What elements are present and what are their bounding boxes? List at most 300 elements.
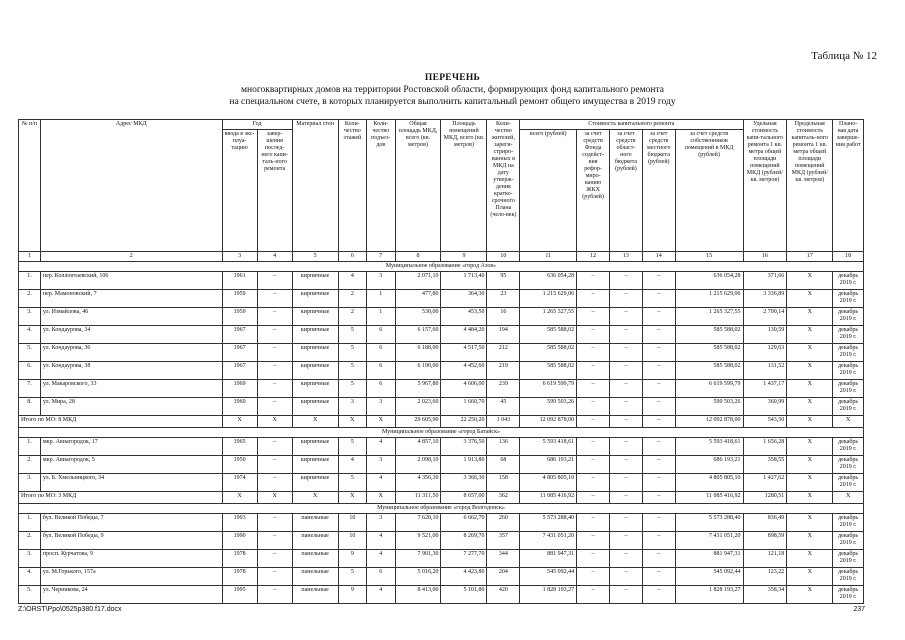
table-cell: – — [257, 474, 292, 492]
table-cell: 239 — [487, 380, 520, 398]
table-cell: 881 947,31 — [520, 550, 577, 568]
municipality-row — [19, 504, 864, 514]
table-cell: декабрь 2019 г. — [833, 550, 864, 568]
table-cell: декабрь 2019 г. — [833, 290, 864, 308]
table-cell: – — [257, 568, 292, 586]
table-cell: 1 215 629,06 — [675, 290, 743, 308]
col-number: 13 — [610, 252, 643, 262]
table-row — [19, 532, 864, 550]
table-cell: 3 — [367, 456, 395, 474]
header-cost-total: всего (рублей) — [520, 130, 577, 252]
total-label: Итого по МО: 8 МКД — [19, 416, 223, 428]
table-cell: – — [610, 456, 643, 474]
table-cell: декабрь 2019 г. — [833, 362, 864, 380]
col-number: 12 — [577, 252, 610, 262]
table-cell: 95 — [487, 272, 520, 290]
table-cell: 344 — [487, 550, 520, 568]
table-cell: 364,30 — [441, 290, 487, 308]
table-cell: декабрь 2019 г. — [833, 326, 864, 344]
table-cell: 4 517,50 — [441, 344, 487, 362]
table-cell: 3 — [367, 398, 395, 416]
col-number: 1 — [19, 252, 41, 262]
table-cell: декабрь 2019 г. — [833, 456, 864, 474]
table-cell: 599 503,26 — [520, 398, 577, 416]
table-cell: – — [257, 550, 292, 568]
table-cell: панельные — [292, 532, 338, 550]
table-cell: 3 — [338, 398, 366, 416]
table-cell: – — [610, 532, 643, 550]
table-cell: 5 — [338, 438, 366, 456]
table-cell: 204 — [487, 568, 520, 586]
table-cell: 4 — [367, 438, 395, 456]
table-cell: 123,22 — [743, 568, 787, 586]
table-cell: 23 — [487, 290, 520, 308]
total-cell: Х — [833, 492, 864, 504]
table-cell: Х — [787, 532, 833, 550]
table-cell: – — [610, 308, 643, 326]
table-cell: Х — [787, 362, 833, 380]
table-cell: 4 805 805,10 — [675, 474, 743, 492]
header-premises-area: Площадь помещений МКД, всего (кв. метров) — [441, 120, 487, 252]
table-cell: 1959 — [222, 308, 257, 326]
table-cell: 4 484,20 — [441, 326, 487, 344]
table-cell: 4 — [367, 550, 395, 568]
table-cell: – — [610, 568, 643, 586]
table-cell: 9 — [338, 550, 366, 568]
table-cell: кирпичные — [292, 474, 338, 492]
table-cell: 129,63 — [743, 344, 787, 362]
table-cell: – — [610, 362, 643, 380]
table-cell: 4 423,80 — [441, 568, 487, 586]
table-cell: – — [577, 398, 610, 416]
table-cell: кирпичные — [292, 456, 338, 474]
table-row — [19, 456, 864, 474]
table-cell: – — [577, 438, 610, 456]
table-cell: пер. Мамоновский, 7 — [40, 290, 222, 308]
header-cost-group: Стоимость капитального ремонта — [520, 120, 743, 130]
table-row — [19, 568, 864, 586]
table-cell: – — [642, 438, 675, 456]
table-cell: ул. Измайлова, 46 — [40, 308, 222, 326]
table-cell: 686 193,21 — [675, 456, 743, 474]
header-cost-regional: за счет средств област-ного бюджета (рублей) — [610, 130, 643, 252]
table-cell: – — [577, 308, 610, 326]
header-commissioning: ввода в экс-плуа-тацию — [222, 130, 257, 252]
table-cell: – — [577, 456, 610, 474]
table-cell: 1 828 193,27 — [520, 586, 577, 604]
table-cell: – — [610, 272, 643, 290]
header-planned-date: Плано-вая дата заверше-ния работ — [833, 120, 864, 252]
municipality-name: Муниципальное образование «город Батайск» — [19, 428, 864, 438]
table-cell: 585 588,02 — [675, 362, 743, 380]
table-cell: – — [577, 272, 610, 290]
table-cell: 2 — [338, 308, 366, 326]
table-cell: 3. — [19, 550, 41, 568]
table-cell: – — [257, 532, 292, 550]
table-cell: – — [642, 272, 675, 290]
header-address: Адрес МКД — [40, 120, 222, 252]
table-cell: 9 — [338, 586, 366, 604]
table-cell: Х — [787, 438, 833, 456]
table-row — [19, 362, 864, 380]
total-cell: 11 085 416,92 — [520, 492, 577, 504]
header-entrances: Коли-чество подъез-дов — [367, 120, 395, 252]
table-cell: 6 — [367, 380, 395, 398]
table-cell: 5 — [338, 380, 366, 398]
table-cell: 121,18 — [743, 550, 787, 568]
total-cell: – — [577, 492, 610, 504]
table-cell: – — [257, 326, 292, 344]
table-cell: Х — [787, 550, 833, 568]
table-cell: – — [257, 380, 292, 398]
table-cell: 1 427,62 — [743, 474, 787, 492]
table-cell: ул. Б. Хмельницкого, 34 — [40, 474, 222, 492]
total-cell: Х — [787, 492, 833, 504]
table-cell: 1 265 327,55 — [520, 308, 577, 326]
table-cell: – — [257, 308, 292, 326]
table-cell: 6 — [367, 344, 395, 362]
table-cell: 1960 — [222, 398, 257, 416]
table-cell: – — [642, 568, 675, 586]
table-cell: декабрь 2019 г. — [833, 474, 864, 492]
table-cell: панельные — [292, 550, 338, 568]
table-cell: 2 790,14 — [743, 308, 787, 326]
table-cell: панельные — [292, 586, 338, 604]
table-cell: – — [257, 290, 292, 308]
table-cell: декабрь 2019 г. — [833, 438, 864, 456]
table-cell: – — [577, 326, 610, 344]
table-row — [19, 438, 864, 456]
total-cell: 543,50 — [743, 416, 787, 428]
table-cell: 3 376,50 — [441, 438, 487, 456]
table-cell: 2 071,10 — [395, 272, 441, 290]
table-cell: 1967 — [222, 326, 257, 344]
table-cell: Х — [787, 326, 833, 344]
table-cell: 4 — [338, 272, 366, 290]
municipality-row — [19, 262, 864, 272]
table-cell: 7 431 051,20 — [520, 532, 577, 550]
table-cell: 6 — [367, 362, 395, 380]
table-body — [19, 262, 864, 604]
table-cell: Х — [787, 308, 833, 326]
table-cell: 5 — [338, 474, 366, 492]
table-cell: 5 593 418,61 — [675, 438, 743, 456]
table-cell: – — [577, 290, 610, 308]
header-year-group: Год — [222, 120, 292, 130]
table-cell: 219 — [487, 362, 520, 380]
table-cell: – — [257, 586, 292, 604]
table-cell: 5 967,80 — [395, 380, 441, 398]
table-cell: – — [610, 344, 643, 362]
table-cell: – — [577, 568, 610, 586]
table-row — [19, 514, 864, 532]
table-cell: – — [577, 380, 610, 398]
table-cell: 6 — [367, 326, 395, 344]
total-cell: 12 092 878,00 — [520, 416, 577, 428]
mkd-table — [18, 119, 864, 604]
table-cell: 358,34 — [743, 586, 787, 604]
table-cell: 10 — [338, 532, 366, 550]
total-cell: 8 657,00 — [441, 492, 487, 504]
table-cell: 8. — [19, 398, 41, 416]
table-cell: 4 — [338, 456, 366, 474]
table-cell: 1995 — [222, 586, 257, 604]
header-cost-fund: за счет средств Фонда содейст-вия рефор-миро-ванию ЖКХ (рублей) — [577, 130, 610, 252]
table-cell: 7 431 051,20 — [675, 532, 743, 550]
table-cell: 5 — [338, 344, 366, 362]
table-cell: 4. — [19, 326, 41, 344]
table-cell: 585 588,02 — [675, 344, 743, 362]
table-cell: 1978 — [222, 568, 257, 586]
col-number: 18 — [833, 252, 864, 262]
table-cell: Х — [787, 380, 833, 398]
table-cell: 4 356,30 — [395, 474, 441, 492]
table-cell: – — [610, 586, 643, 604]
table-cell: 6 — [367, 568, 395, 586]
table-cell: 3. — [19, 474, 41, 492]
table-cell: кирпичные — [292, 326, 338, 344]
total-cell: – — [610, 416, 643, 428]
table-cell: 4. — [19, 568, 41, 586]
table-cell: – — [642, 398, 675, 416]
table-cell: Х — [787, 456, 833, 474]
table-cell: – — [257, 514, 292, 532]
table-cell: 4 — [367, 474, 395, 492]
table-cell: Х — [787, 398, 833, 416]
total-cell: 12 092 878,00 — [675, 416, 743, 428]
table-cell: 836,49 — [743, 514, 787, 532]
table-cell: 1959 — [222, 290, 257, 308]
table-cell: кирпичные — [292, 380, 338, 398]
table-row — [19, 272, 864, 290]
table-cell: 1974 — [222, 474, 257, 492]
table-cell: 371,66 — [743, 272, 787, 290]
table-cell: 3 366,30 — [441, 474, 487, 492]
total-cell: Х — [292, 416, 338, 428]
table-cell: 6 662,70 — [441, 514, 487, 532]
table-cell: 1961 — [222, 272, 257, 290]
table-cell: – — [642, 532, 675, 550]
table-cell: ул. Кондаурова, 36 — [40, 344, 222, 362]
footer-file-path: Z:\ORST\Ppo\0525p380.f17.docx — [18, 606, 122, 613]
table-cell: 2. — [19, 456, 41, 474]
table-cell: 6 619 599,79 — [675, 380, 743, 398]
table-cell: 260 — [487, 514, 520, 532]
header-floors: Коли-чество этажей — [338, 120, 366, 252]
table-cell: 881 947,31 — [675, 550, 743, 568]
total-cell: Х — [292, 492, 338, 504]
table-row — [19, 398, 864, 416]
table-cell: 3. — [19, 308, 41, 326]
table-cell: ул. Черникова, 24 — [40, 586, 222, 604]
total-cell: – — [642, 492, 675, 504]
table-cell: – — [257, 398, 292, 416]
table-cell: бул. Великой Победы, 9 — [40, 532, 222, 550]
table-cell: 1 265 327,55 — [675, 308, 743, 326]
table-cell: – — [610, 326, 643, 344]
table-cell: 1967 — [222, 362, 257, 380]
table-cell: – — [577, 532, 610, 550]
table-cell: 4 — [367, 532, 395, 550]
table-cell: просп. Курчатова, 9 — [40, 550, 222, 568]
header-cost-owners: за счет средств собственников помещений в МКД (рублей) — [675, 130, 743, 252]
table-cell: 2 023,60 — [395, 398, 441, 416]
table-cell: 2 — [338, 290, 366, 308]
table-cell: 1. — [19, 514, 41, 532]
col-number: 9 — [441, 252, 487, 262]
table-cell: Х — [787, 514, 833, 532]
table-cell: 5 573 288,40 — [520, 514, 577, 532]
table-cell: кирпичные — [292, 290, 338, 308]
total-cell: 22 250,20 — [441, 416, 487, 428]
table-cell: Х — [787, 568, 833, 586]
table-cell: – — [577, 514, 610, 532]
table-cell: – — [642, 326, 675, 344]
table-cell: 3 — [367, 514, 395, 532]
table-cell: кирпичные — [292, 344, 338, 362]
table-cell: декабрь 2019 г. — [833, 272, 864, 290]
total-cell: 11 311,50 — [395, 492, 441, 504]
table-cell: 585 588,02 — [520, 344, 577, 362]
total-cell: Х — [787, 416, 833, 428]
table-cell: 6 157,60 — [395, 326, 441, 344]
table-cell: – — [610, 514, 643, 532]
table-cell: – — [642, 474, 675, 492]
table-cell: пер. Коллонтаевский, 106 — [40, 272, 222, 290]
total-cell: 29 605,90 — [395, 416, 441, 428]
table-cell: бул. Великой Победы, 7 — [40, 514, 222, 532]
table-cell: 1 — [367, 308, 395, 326]
footer-page-number: 237 — [853, 606, 865, 613]
total-cell: Х — [367, 416, 395, 428]
table-cell: 585 588,02 — [520, 362, 577, 380]
table-cell: Х — [787, 290, 833, 308]
table-cell: 1 — [367, 290, 395, 308]
table-cell: 5 — [338, 326, 366, 344]
table-cell: 686 193,21 — [520, 456, 577, 474]
table-cell: кирпичные — [292, 398, 338, 416]
table-cell: 3 — [367, 272, 395, 290]
header-total-area: Общая площадь МКД, всего (кв. метров) — [395, 120, 441, 252]
table-number-label: Таблица № 12 — [811, 50, 877, 62]
table-cell: 5 593 418,61 — [520, 438, 577, 456]
col-number: 15 — [675, 252, 743, 262]
table-cell: 1978 — [222, 550, 257, 568]
table-cell: декабрь 2019 г. — [833, 308, 864, 326]
table-row — [19, 474, 864, 492]
table-cell: 545 092,44 — [520, 568, 577, 586]
col-number: 16 — [743, 252, 787, 262]
total-row — [19, 416, 864, 428]
table-cell: 636 054,28 — [520, 272, 577, 290]
col-number: 11 — [520, 252, 577, 262]
table-cell: кирпичные — [292, 362, 338, 380]
table-cell: 1969 — [222, 380, 257, 398]
table-cell: 4 805 805,10 — [520, 474, 577, 492]
col-number: 8 — [395, 252, 441, 262]
col-number: 3 — [222, 252, 257, 262]
table-cell: 45 — [487, 398, 520, 416]
table-cell: – — [642, 514, 675, 532]
table-cell: кирпичные — [292, 308, 338, 326]
total-cell: Х — [367, 492, 395, 504]
table-cell: 360,99 — [743, 398, 787, 416]
table-cell: 4 606,00 — [441, 380, 487, 398]
table-cell: 136 — [487, 438, 520, 456]
table-cell: – — [257, 272, 292, 290]
table-cell: декабрь 2019 г. — [833, 380, 864, 398]
col-number: 6 — [338, 252, 366, 262]
document-subtitle-line-1: многоквартирных домов на территории Ростовской области, формирующих фонд капитального ремонта — [241, 85, 664, 95]
table-cell: 194 — [487, 326, 520, 344]
table-cell: 357 — [487, 532, 520, 550]
table-cell: 7 277,70 — [441, 550, 487, 568]
table-cell: 5. — [19, 586, 41, 604]
table-cell: – — [257, 344, 292, 362]
table-cell: – — [642, 290, 675, 308]
table-cell: 5. — [19, 344, 41, 362]
table-cell: 1 660,70 — [441, 398, 487, 416]
table-cell: кирпичные — [292, 272, 338, 290]
total-cell: 362 — [487, 492, 520, 504]
table-cell: декабрь 2019 г. — [833, 568, 864, 586]
table-cell: – — [257, 362, 292, 380]
table-cell: 2 098,10 — [395, 456, 441, 474]
document-title: ПЕРЕЧЕНЬ — [424, 73, 481, 83]
table-row — [19, 550, 864, 568]
table-cell: декабрь 2019 г. — [833, 344, 864, 362]
header-residents: Коли-чество жителей, зареги-стриро-ванных в МКД на дату утверж-дения кратко-срочного Плана (чело-век) — [487, 120, 520, 252]
table-cell: 131,52 — [743, 362, 787, 380]
header-max-unit-cost: Предельная стоимость капиталь-ного ремонта 1 кв. метра общей площади помещений МКД (рублей/ кв. метров) — [787, 120, 833, 252]
table-cell: 1 437,17 — [743, 380, 787, 398]
total-label: Итого по МО: 3 МКД — [19, 492, 223, 504]
table-row — [19, 326, 864, 344]
table-cell: – — [577, 474, 610, 492]
table-cell: мкр. Авиагородок, 17 — [40, 438, 222, 456]
total-cell: Х — [338, 492, 366, 504]
column-number-row — [19, 252, 864, 262]
table-cell: 898,59 — [743, 532, 787, 550]
table-cell: – — [577, 586, 610, 604]
table-cell: 8 269,70 — [441, 532, 487, 550]
table-cell: 2. — [19, 532, 41, 550]
total-cell: Х — [257, 492, 292, 504]
table-cell: 158 — [487, 474, 520, 492]
table-cell: ул. Мира, 28 — [40, 398, 222, 416]
table-cell: – — [642, 380, 675, 398]
total-cell: Х — [222, 416, 257, 428]
table-cell: ул. Кондаурова, 38 — [40, 362, 222, 380]
table-cell: 5 — [338, 568, 366, 586]
table-cell: 6 619 599,79 — [520, 380, 577, 398]
table-cell: 5 573 288,40 — [675, 514, 743, 532]
table-cell: – — [610, 438, 643, 456]
table-cell: 7 620,10 — [395, 514, 441, 532]
table-cell: 545 092,44 — [675, 568, 743, 586]
table-cell: 2. — [19, 290, 41, 308]
table-cell: 585 588,02 — [520, 326, 577, 344]
table-cell: – — [257, 438, 292, 456]
table-cell: 1993 — [222, 514, 257, 532]
total-cell: 1 043 — [487, 416, 520, 428]
col-number: 17 — [787, 252, 833, 262]
table-cell: – — [642, 586, 675, 604]
table-cell: 477,80 — [395, 290, 441, 308]
municipality-name: Муниципальное образование «город Волгодонск» — [19, 504, 864, 514]
total-cell: Х — [257, 416, 292, 428]
table-cell: – — [642, 362, 675, 380]
